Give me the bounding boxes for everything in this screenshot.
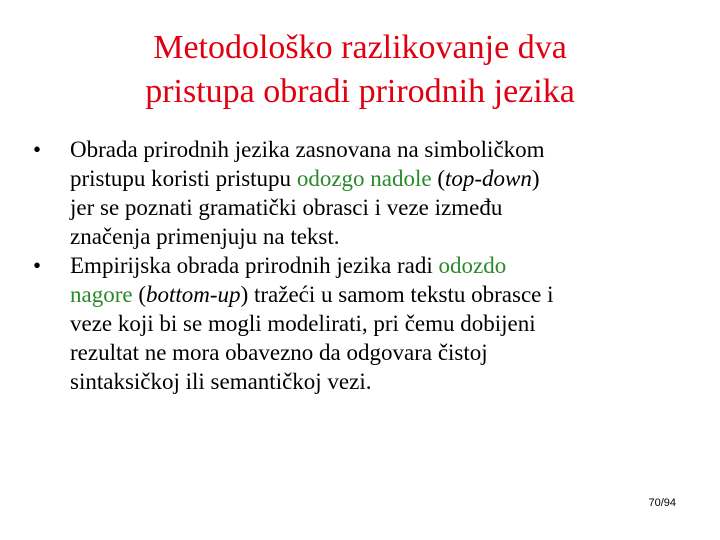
bullet-line bbox=[70, 338, 683, 367]
bullet-item-empirical bbox=[33, 251, 683, 396]
bullet-line bbox=[70, 251, 683, 280]
text-run: ( bbox=[431, 166, 445, 191]
bullet-marker: • bbox=[33, 253, 42, 278]
bullet-line bbox=[70, 193, 683, 222]
slide-title bbox=[40, 26, 680, 114]
text-run: jer se poznati gramatički obrasci i veze između bbox=[70, 195, 503, 220]
bullet-item-symbolic bbox=[33, 135, 683, 251]
text-run: ) tražeći u samom tekstu obrasce i bbox=[240, 282, 554, 307]
bullet-line bbox=[70, 222, 683, 251]
title-line: pristupa obradi prirodnih jezika bbox=[145, 73, 575, 110]
bullet-line bbox=[70, 280, 683, 309]
title-line: Metodološko razlikovanje dva bbox=[153, 29, 567, 66]
text-run: Empirijska obrada prirodnih jezika radi bbox=[70, 253, 439, 278]
text-run: ( bbox=[132, 282, 146, 307]
text-run: sintaksičkoj ili semantičkoj vezi. bbox=[70, 369, 372, 394]
bullet-line bbox=[70, 309, 683, 338]
emphasis-text: nagore bbox=[70, 282, 133, 307]
text-run: ) bbox=[531, 166, 540, 191]
bullet-line bbox=[70, 164, 683, 193]
text-run: pristupu koristi pristupu bbox=[70, 166, 297, 191]
page-number: 70/94 bbox=[648, 497, 676, 509]
italic-term: bottom-up bbox=[146, 282, 241, 307]
bullet-marker: • bbox=[33, 137, 42, 162]
bullet-line bbox=[70, 135, 683, 164]
text-run: Obrada prirodnih jezika zasnovana na simboličkom bbox=[70, 137, 545, 162]
emphasis-text: odozdo bbox=[438, 253, 507, 278]
bullet-list bbox=[33, 135, 683, 396]
italic-term: top-down bbox=[445, 166, 532, 191]
bullet-line bbox=[70, 367, 683, 396]
emphasis-text: odozgo nadole bbox=[296, 166, 432, 191]
text-run: rezultat ne mora obavezno da odgovara čistoj bbox=[70, 340, 488, 365]
text-run: značenja primenjuju na tekst. bbox=[70, 224, 340, 249]
text-run: veze koji bi se mogli modelirati, pri čemu dobijeni bbox=[70, 311, 536, 336]
